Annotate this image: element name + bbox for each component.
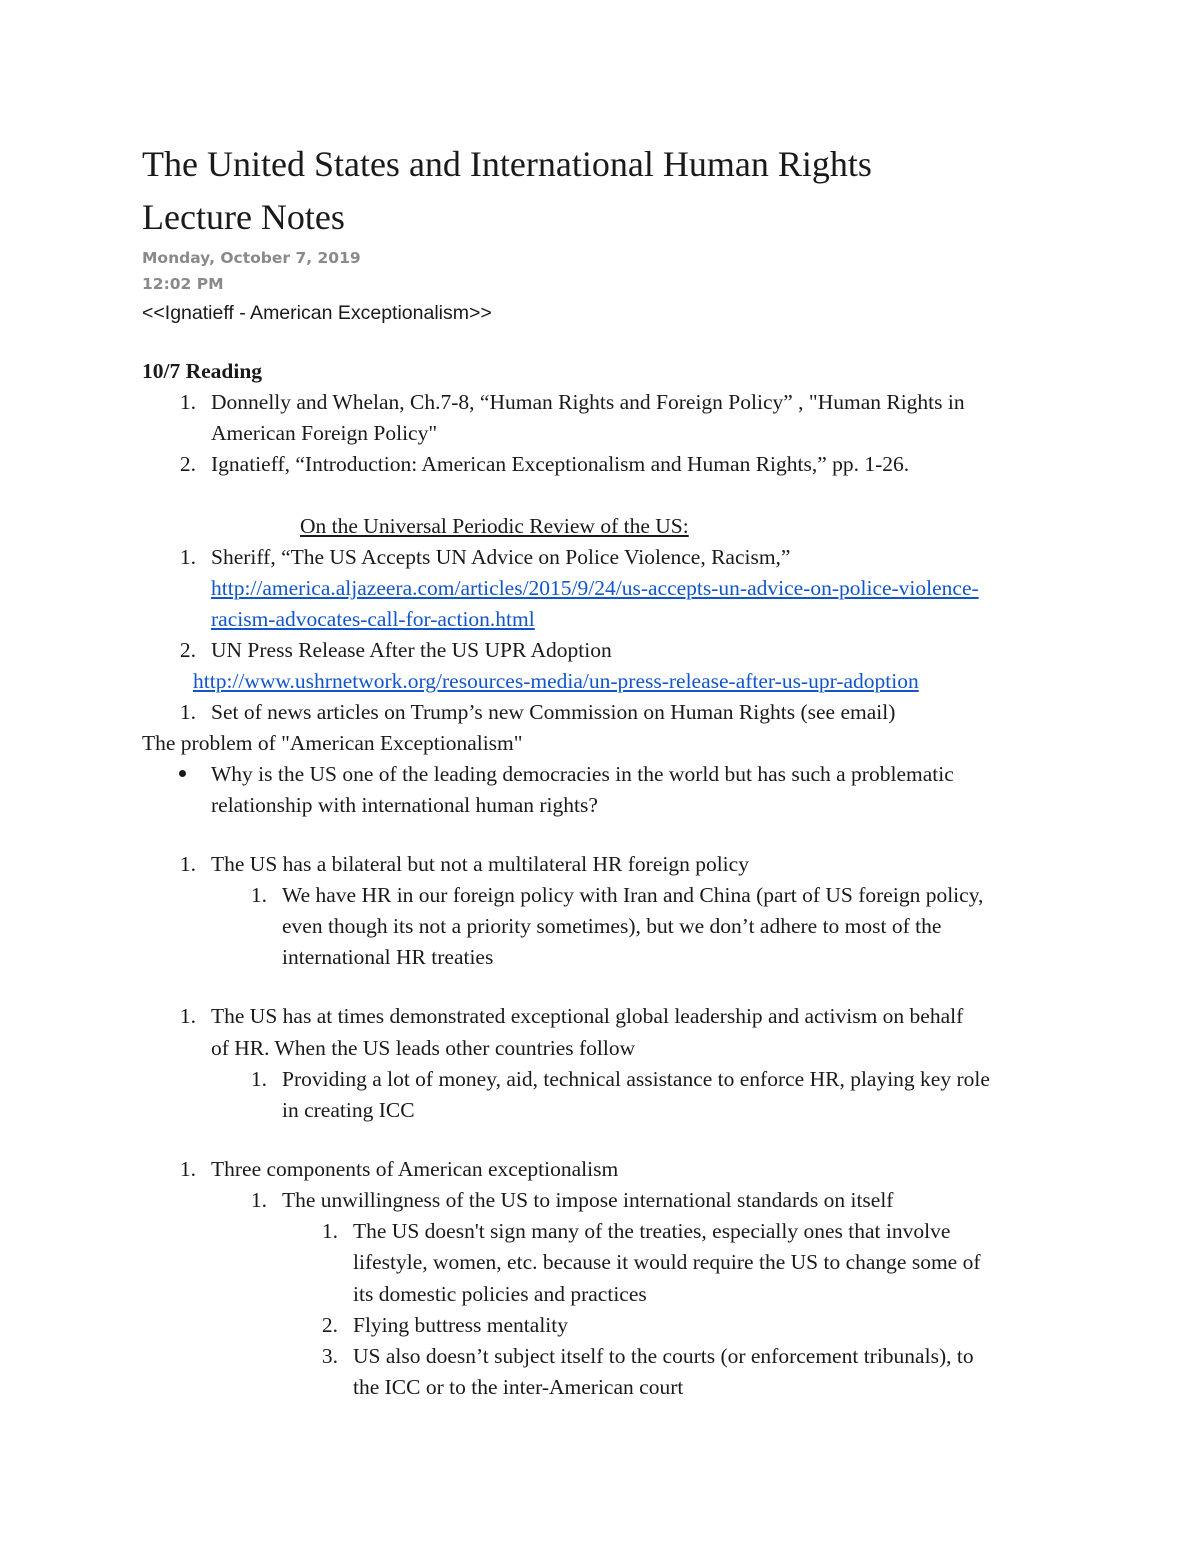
- bullet-icon: [179, 770, 186, 777]
- list-marker: 1.: [179, 852, 196, 876]
- list-item-continued: American Foreign Policy": [211, 421, 438, 445]
- list-item: The US has a bilateral but not a multilateral HR foreign policy: [211, 852, 749, 876]
- list-item: The US has at times demonstrated exceptional global leadership and activism on behalf: [211, 1004, 964, 1028]
- aljazeera-article-link-continued[interactable]: racism-advocates-call-for-action.html: [211, 607, 535, 631]
- list-item: Donnelly and Whelan, Ch.7-8, “Human Rights and Foreign Policy” , "Human Rights in: [211, 390, 965, 414]
- upr-heading: On the Universal Periodic Review of the US:: [300, 514, 689, 538]
- bullet-item: Why is the US one of the leading democracies in the world but has such a problematic: [211, 762, 954, 786]
- note-tag: <<Ignatieff - American Exceptionalism>>: [142, 302, 492, 324]
- list-marker: 2.: [179, 638, 196, 662]
- sub-list-item: We have HR in our foreign policy with Iran and China (part of US foreign policy,: [282, 883, 984, 907]
- list-marker: 1.: [250, 1067, 267, 1091]
- sub-sub-list-item: US also doesn’t subject itself to the courts (or enforcement tribunals), to: [353, 1344, 974, 1368]
- sub-sub-list-item-continued: the ICC or to the inter-American court: [353, 1375, 684, 1399]
- list-marker: 1.: [179, 1157, 196, 1181]
- list-marker: 1.: [179, 545, 196, 569]
- list-marker: 1.: [179, 390, 196, 414]
- bullet-item-continued: relationship with international human rights?: [211, 793, 598, 817]
- list-item: Three components of American exceptionalism: [211, 1157, 619, 1181]
- sub-sub-list-item-continued: lifestyle, women, etc. because it would require the US to change some of: [353, 1250, 981, 1274]
- note-date: Monday, October 7, 2019: [142, 249, 361, 267]
- aljazeera-article-link[interactable]: http://america.aljazeera.com/articles/2015/9/24/us-accepts-un-advice-on-police-violence-: [211, 576, 979, 600]
- list-item: Ignatieff, “Introduction: American Exceptionalism and Human Rights,” pp. 1-26.: [211, 452, 910, 476]
- list-marker: 2.: [179, 452, 196, 476]
- list-marker: 3.: [321, 1344, 338, 1368]
- page-title-line-1: The United States and International Human Rights: [142, 144, 872, 184]
- sub-sub-list-item: The US doesn't sign many of the treaties, especially ones that involve: [353, 1219, 951, 1243]
- sub-sub-list-item-continued: its domestic policies and practices: [353, 1282, 647, 1306]
- list-item-continued: of HR. When the US leads other countries follow: [211, 1036, 636, 1060]
- list-marker: 1.: [321, 1219, 338, 1243]
- sub-sub-list-item: Flying buttress mentality: [353, 1313, 568, 1337]
- list-marker: 1.: [179, 1004, 196, 1028]
- sub-list-item: Providing a lot of money, aid, technical assistance to enforce HR, playing key role: [282, 1067, 990, 1091]
- list-item: Set of news articles on Trump’s new Commission on Human Rights (see email): [211, 700, 896, 724]
- list-marker: 1.: [250, 883, 267, 907]
- list-marker: 1.: [250, 1188, 267, 1212]
- sub-list-item-continued: even though its not a priority sometimes), but we don’t adhere to most of the: [282, 914, 942, 938]
- sub-list-item: The unwillingness of the US to impose international standards on itself: [282, 1188, 894, 1212]
- list-marker: 2.: [321, 1313, 338, 1337]
- note-time: 12:02 PM: [142, 275, 224, 293]
- list-item: Sheriff, “The US Accepts UN Advice on Police Violence, Racism,”: [211, 545, 791, 569]
- sub-list-item-continued: in creating ICC: [282, 1098, 415, 1122]
- page-title-line-2: Lecture Notes: [142, 197, 345, 237]
- list-marker: 1.: [179, 700, 196, 724]
- sub-list-item-continued: international HR treaties: [282, 945, 494, 969]
- ushrnetwork-press-release-link[interactable]: http://www.ushrnetwork.org/resources-media/un-press-release-after-us-upr-adoption: [193, 669, 919, 693]
- reading-heading: 10/7 Reading: [142, 359, 263, 383]
- list-item: UN Press Release After the US UPR Adoption: [211, 638, 612, 662]
- problem-heading: The problem of "American Exceptionalism": [142, 731, 523, 755]
